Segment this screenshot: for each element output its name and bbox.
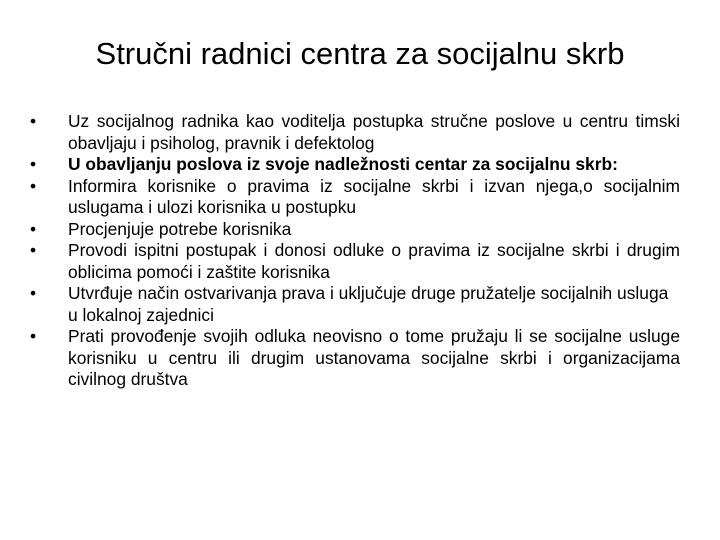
bullet-icon: •	[30, 175, 37, 196]
bullet-item	[30, 111, 680, 154]
bullet-item	[30, 219, 680, 241]
bullet-icon: •	[30, 218, 37, 239]
bullet-item	[30, 283, 680, 326]
bullet-text: Uz socijalnog radnika kao voditelja postupka stručne poslove u centru timski obavljaju i psiholog, pravnik i defektolog	[68, 111, 680, 153]
slide-title: Stručni radnici centra za socijalnu skrb	[95, 36, 625, 71]
bullet-text: Utvrđuje način ostvarivanja prava i uključuje druge pružatelje socijalnih usluga u lokalnoj zajednici	[68, 283, 669, 325]
bullet-icon: •	[30, 283, 37, 303]
bullet-icon: •	[30, 154, 37, 174]
bullet-icon: •	[30, 111, 37, 131]
bullet-item	[30, 154, 680, 176]
bullet-text: Provodi ispitni postupak i donosi odluke o pravima iz socijalne skrbi i drugim oblicima pomoći i zaštite korisnika	[68, 240, 680, 282]
bullet-text: Procjenjuje potrebe korisnika	[68, 218, 292, 239]
bullet-icon: •	[30, 326, 37, 346]
bullet-icon: •	[30, 240, 37, 260]
bullet-text: Prati provođenje svojih odluka neovisno o tome pružaju li se socijalne usluge korisniku u centru ili drugim ustanovama socijalne skrbi i organizacijama civilnog društva	[68, 326, 680, 389]
bullet-list	[30, 111, 680, 391]
bullet-item	[30, 326, 680, 391]
bullet-item	[30, 240, 680, 283]
bullet-text: Informira korisnike o pravima iz socijalne skrbi i izvan njega,o socijalnim uslugama i ulozi korisnika u postupku	[68, 175, 680, 217]
bullet-item	[30, 176, 680, 219]
bullet-text: U obavljanju poslova iz svoje nadležnosti centar za socijalnu skrb:	[68, 154, 618, 174]
